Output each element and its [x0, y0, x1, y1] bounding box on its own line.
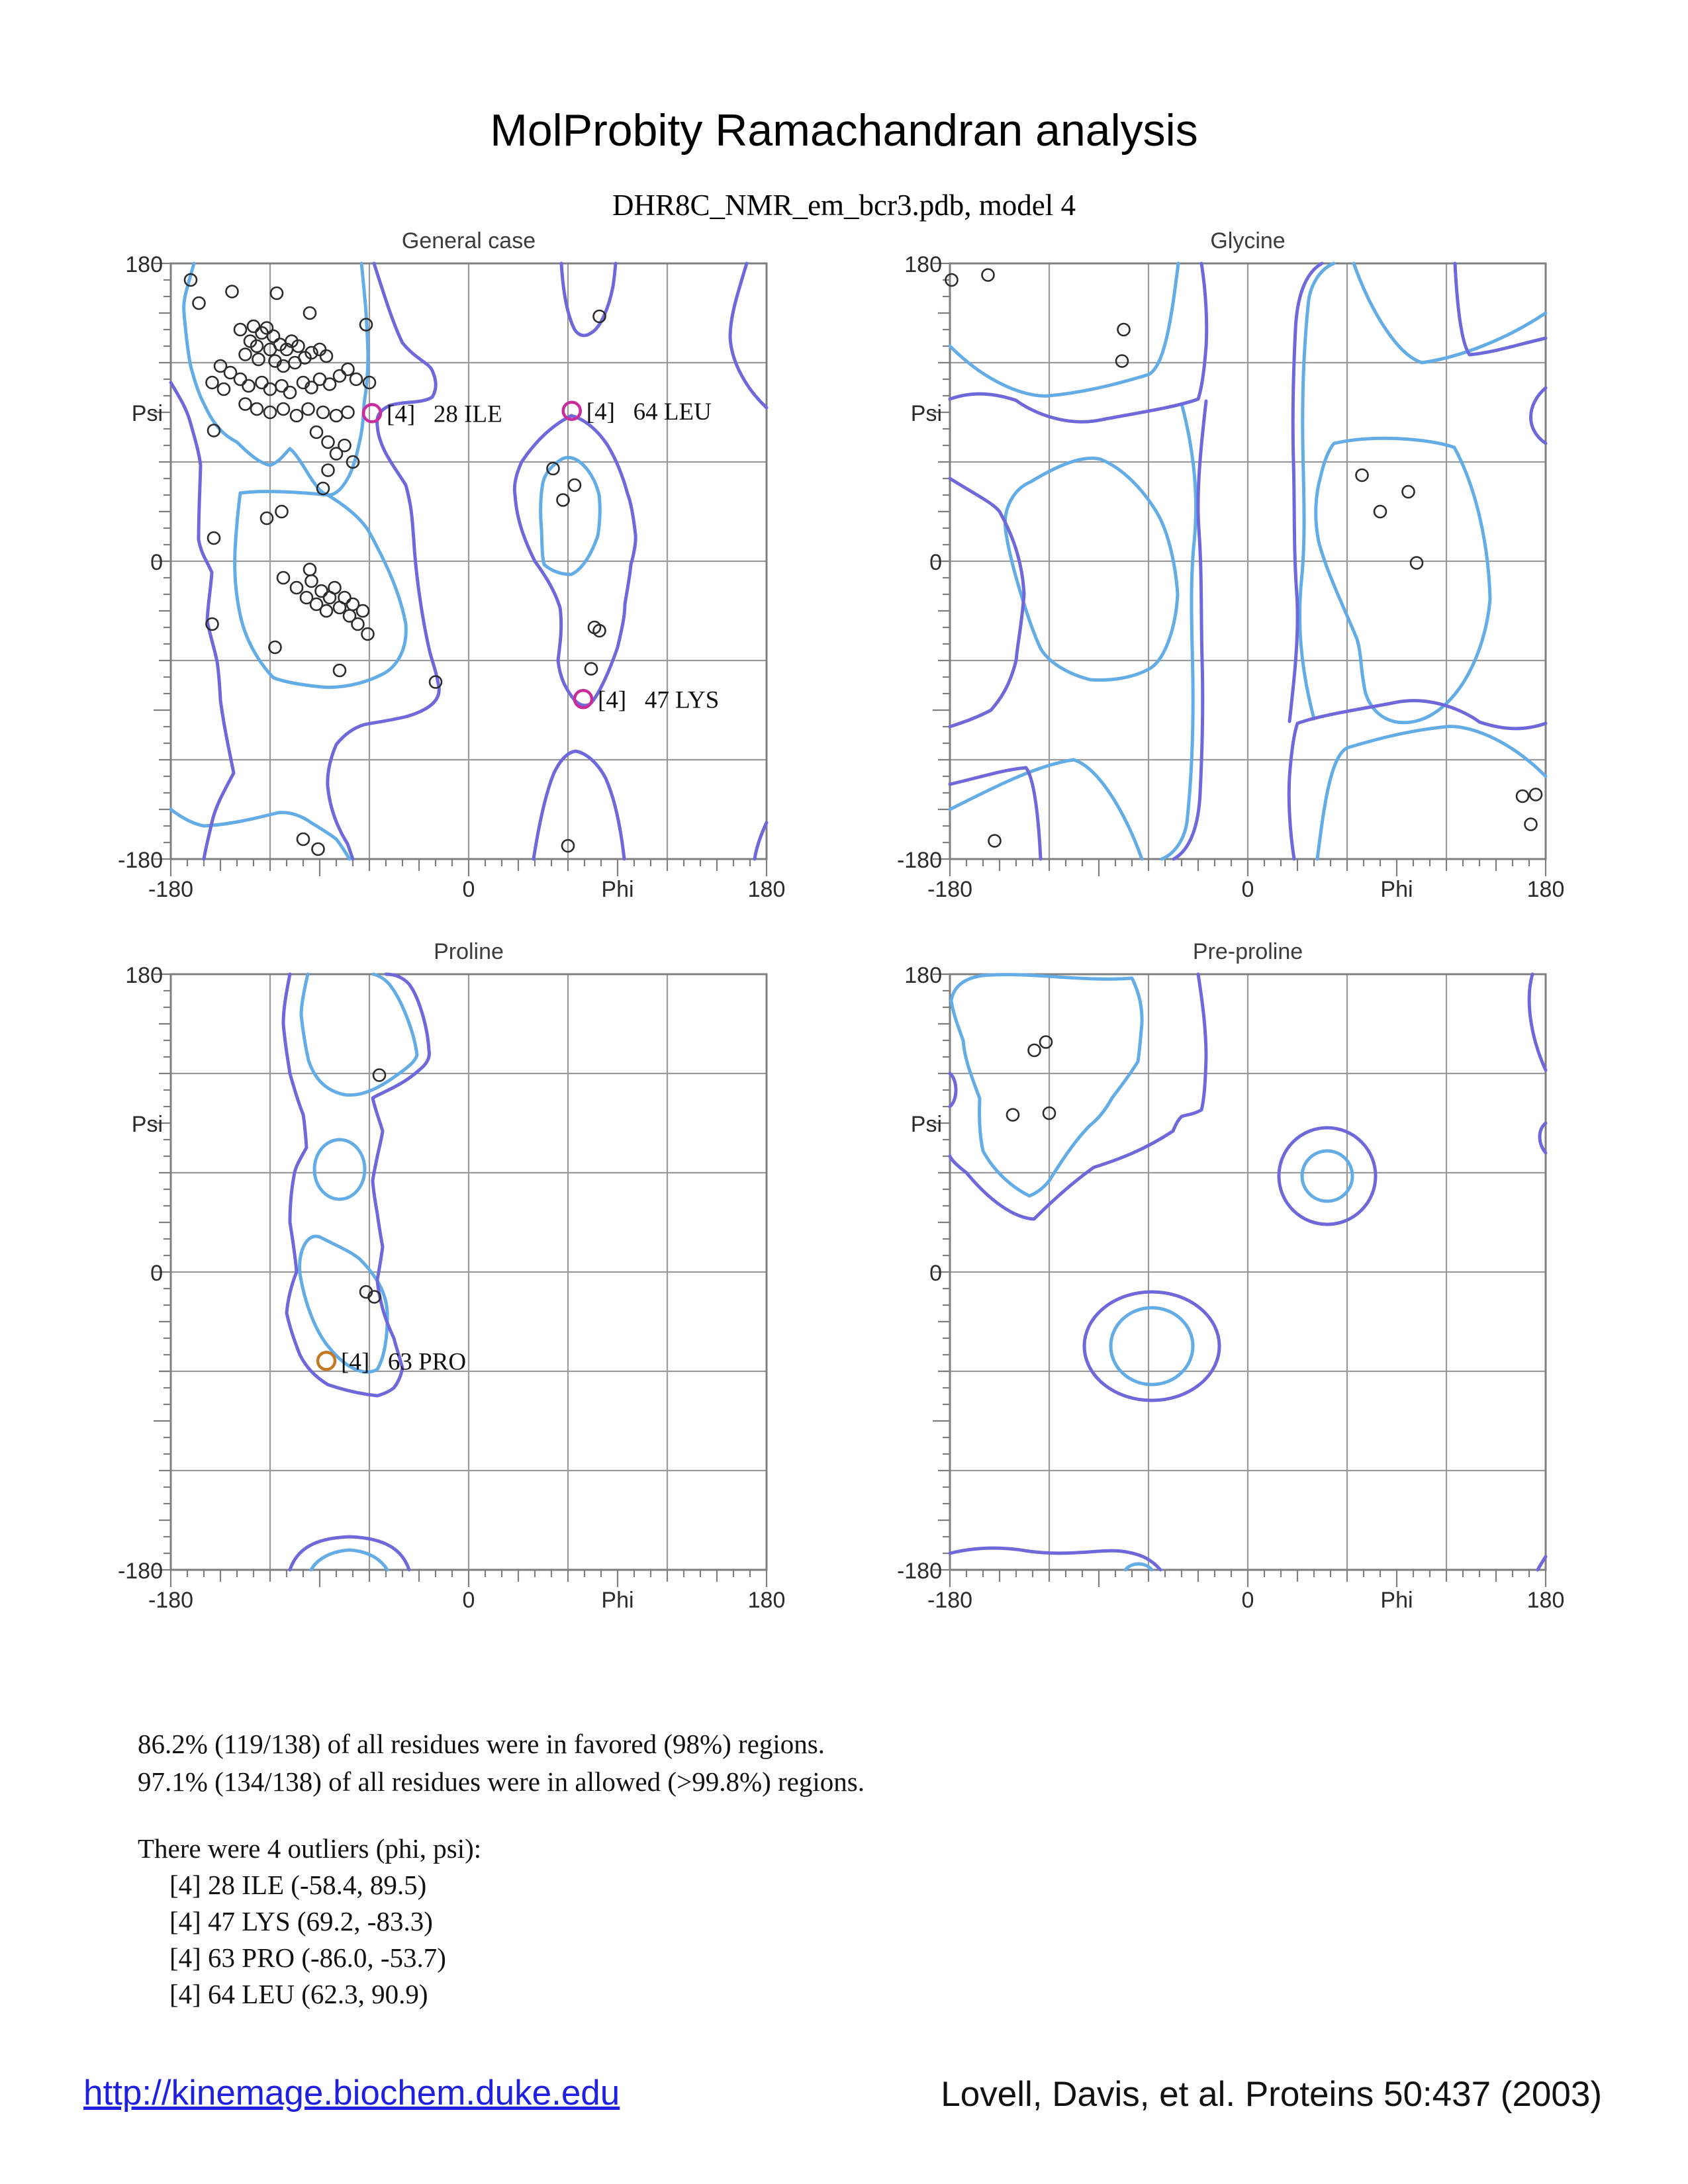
- x-axis-label: Phi: [601, 877, 634, 902]
- residue-point: [310, 426, 322, 438]
- footer-citation: Lovell, Davis, et al. Proteins 50:437 (2003): [941, 2075, 1602, 2114]
- residue-point: [269, 641, 281, 653]
- y-axis-label: Psi: [910, 1112, 942, 1137]
- residue-point: [256, 377, 268, 388]
- residue-point: [316, 585, 328, 597]
- residue-point: [277, 572, 289, 584]
- x-tick-label: 180: [1526, 1588, 1565, 1613]
- residue-point: [324, 379, 336, 390]
- y-tick-label: 0: [929, 1261, 942, 1286]
- plot-general-case: [117, 227, 813, 909]
- allowed-contour: [1530, 388, 1546, 443]
- allowed-contour: [171, 383, 234, 859]
- residue-point: [240, 349, 252, 361]
- favored-contour: [541, 457, 600, 574]
- y-axis-label: Psi: [910, 401, 942, 426]
- allowed-contour: [1279, 1128, 1376, 1224]
- favored-contour: [184, 263, 368, 495]
- residue-point: [334, 370, 346, 382]
- residue-point: [569, 479, 581, 491]
- data-points-layer: [318, 1069, 466, 1376]
- residue-point: [208, 425, 220, 437]
- residue-point: [330, 410, 342, 422]
- x-tick-label: -180: [927, 1588, 973, 1613]
- residue-point: [261, 322, 273, 334]
- outliers-heading: There were 4 outliers (phi, psi):: [138, 1833, 482, 1864]
- residue-point: [277, 403, 289, 415]
- residue-point: [234, 373, 246, 385]
- residue-point: [267, 330, 279, 342]
- residue-point: [208, 532, 220, 544]
- favored-contour: [314, 1140, 365, 1199]
- residue-point: [276, 380, 288, 392]
- y-axis-label: Psi: [131, 1112, 163, 1137]
- plot-title: Glycine: [1210, 228, 1286, 253]
- y-tick-label: 180: [904, 252, 942, 277]
- summary-line-favored: 86.2% (119/138) of all residues were in favored (98%) regions.: [138, 1729, 825, 1759]
- y-tick-label: 180: [125, 252, 163, 277]
- allowed-contour: [534, 751, 624, 859]
- residue-point: [193, 297, 205, 309]
- residue-point: [1356, 469, 1368, 481]
- favored-contour: [951, 975, 1142, 1196]
- x-tick-label: 0: [462, 1588, 475, 1613]
- y-tick-label: -180: [117, 848, 163, 873]
- plot-labels-preproline: [897, 939, 1564, 1613]
- allowed-contour: [1455, 263, 1546, 355]
- allowed-contour: [950, 768, 1041, 859]
- residue-point: [557, 494, 569, 506]
- outlier-item: [4] 28 ILE (-58.4, 89.5): [169, 1870, 427, 1900]
- allowed-contour: [1529, 974, 1546, 1070]
- residue-point: [1525, 819, 1537, 831]
- allowed-contour: [950, 974, 1206, 1219]
- favored-contour: [1111, 1308, 1193, 1385]
- favored-contour: [1162, 404, 1196, 859]
- outlier-label: [4] 47 LYS: [598, 686, 720, 714]
- plot-title: Proline: [434, 939, 504, 964]
- residue-point: [982, 269, 994, 281]
- residue-point: [256, 327, 268, 339]
- plot-labels-proline: [118, 939, 785, 1613]
- residue-point: [304, 307, 316, 319]
- residue-point: [320, 605, 332, 617]
- y-axis-label: Psi: [131, 401, 163, 426]
- residue-point: [329, 582, 341, 594]
- residue-point: [1374, 506, 1386, 518]
- residue-point: [342, 363, 354, 375]
- plot-proline: [117, 938, 813, 1619]
- y-tick-label: 0: [929, 550, 942, 575]
- residue-point: [320, 350, 332, 362]
- residue-point: [303, 403, 314, 415]
- data-points-layer: [1007, 1036, 1055, 1121]
- residue-point: [218, 383, 230, 395]
- x-tick-label: 180: [747, 1588, 786, 1613]
- page-subtitle: DHR8C_NMR_em_bcr3.pdb, model 4: [612, 189, 1076, 222]
- residue-point: [1530, 789, 1542, 801]
- residue-point: [339, 439, 351, 451]
- axes-layer: [154, 974, 767, 1587]
- y-tick-label: 180: [904, 963, 942, 988]
- residue-point: [253, 353, 265, 365]
- outlier-label: [4] 63 PRO: [341, 1348, 467, 1376]
- x-tick-label: -180: [148, 877, 194, 902]
- x-tick-label: 0: [1241, 1588, 1254, 1613]
- residue-point: [207, 377, 218, 388]
- favored-contour: [1316, 438, 1490, 723]
- residue-point: [271, 287, 283, 299]
- favored-contour: [311, 1550, 387, 1570]
- summary-block: [138, 1725, 865, 1801]
- page-title: MolProbity Ramachandran analysis: [490, 105, 1198, 156]
- outlier-label: [4] 28 ILE: [387, 400, 502, 428]
- favored-contour: [301, 974, 417, 1095]
- outlier-label: [4] 64 LEU: [586, 398, 712, 426]
- residue-point: [284, 387, 296, 398]
- residue-point: [350, 373, 362, 385]
- residue-point: [306, 575, 318, 587]
- residue-point: [1040, 1036, 1052, 1048]
- data-points-layer: [185, 274, 719, 855]
- residue-point: [1007, 1109, 1019, 1121]
- residue-point: [1403, 486, 1415, 498]
- y-tick-label: -180: [117, 1559, 163, 1584]
- allowed-contour: [1289, 701, 1546, 859]
- favored-contour: [1302, 1151, 1352, 1201]
- y-tick-label: -180: [896, 848, 942, 873]
- allowed-contour: [561, 263, 616, 336]
- residue-point: [1517, 790, 1528, 802]
- x-tick-label: -180: [148, 1588, 194, 1613]
- y-tick-label: -180: [896, 1559, 942, 1584]
- allowed-contour: [950, 478, 1024, 727]
- residue-point: [276, 506, 288, 518]
- favored-contour: [1005, 458, 1178, 680]
- allowed-contour: [290, 1537, 409, 1570]
- outlier-item: [4] 64 LEU (62.3, 90.9): [169, 1979, 428, 2009]
- favored-contour: [235, 492, 406, 688]
- plot-pre-proline: [896, 938, 1592, 1619]
- footer-link-container: [83, 2073, 620, 2113]
- residue-point: [322, 465, 334, 477]
- residue-point: [297, 833, 309, 845]
- residue-point: [312, 843, 324, 855]
- plot-glycine: [896, 227, 1592, 909]
- residue-point: [342, 406, 354, 418]
- residue-point: [334, 664, 346, 676]
- outlier-item: [4] 63 PRO (-86.0, -53.7): [169, 1942, 446, 1973]
- residue-point: [251, 403, 263, 415]
- residue-point: [1118, 324, 1130, 336]
- residue-point: [291, 582, 303, 594]
- residue-point: [243, 380, 255, 392]
- residue-point: [240, 398, 252, 410]
- plot-title: General case: [401, 228, 536, 253]
- residue-point: [322, 436, 334, 448]
- residue-point: [352, 618, 364, 630]
- residue-point: [234, 324, 246, 336]
- residue-point: [362, 628, 374, 640]
- residue-point: [226, 286, 238, 298]
- residue-point: [248, 320, 259, 332]
- favored-contour: [1317, 727, 1546, 859]
- residue-point: [1029, 1044, 1041, 1056]
- y-tick-label: 180: [125, 963, 163, 988]
- allowed-contour: [950, 263, 1207, 422]
- x-tick-label: 180: [747, 877, 786, 902]
- residue-point: [1411, 557, 1423, 569]
- kinemage-link[interactable]: http://kinemage.biochem.duke.edu: [83, 2073, 620, 2113]
- outlier-item: [4] 47 LYS (69.2, -83.3): [169, 1906, 433, 1936]
- y-tick-label: 0: [150, 1261, 163, 1286]
- favored-contour: [950, 760, 1142, 859]
- residue-point: [357, 605, 369, 617]
- favored-contour: [950, 263, 1178, 396]
- x-axis-label: Phi: [1380, 877, 1413, 902]
- x-tick-label: 180: [1526, 877, 1565, 902]
- favored-contour: [1354, 263, 1546, 363]
- x-axis-label: Phi: [601, 1588, 634, 1613]
- residue-point: [585, 663, 597, 675]
- x-tick-label: 0: [1241, 877, 1254, 902]
- summary-line-allowed: 97.1% (134/138) of all residues were in allowed (>99.8%) regions.: [138, 1766, 865, 1797]
- allowed-contour: [1538, 1557, 1546, 1570]
- x-tick-label: 0: [462, 877, 475, 902]
- plot-labels-glycine: [897, 228, 1564, 902]
- allowed-contour: [755, 823, 767, 859]
- residue-point: [261, 512, 273, 524]
- residue-point: [291, 410, 303, 422]
- x-axis-label: Phi: [1380, 1588, 1413, 1613]
- y-tick-label: 0: [150, 550, 163, 575]
- residue-point: [373, 1069, 385, 1081]
- axes-layer: [933, 974, 1546, 1587]
- residue-point: [989, 835, 1001, 847]
- outlier-marker: [318, 1352, 335, 1369]
- allowed-contour: [730, 263, 767, 408]
- residue-point: [304, 564, 316, 576]
- axes-layer: [154, 263, 767, 876]
- plot-title: Pre-proline: [1192, 939, 1303, 964]
- residue-point: [317, 406, 329, 418]
- outliers-block: [138, 1831, 481, 2013]
- residue-point: [339, 592, 351, 604]
- residue-point: [1116, 355, 1128, 367]
- x-tick-label: -180: [927, 877, 973, 902]
